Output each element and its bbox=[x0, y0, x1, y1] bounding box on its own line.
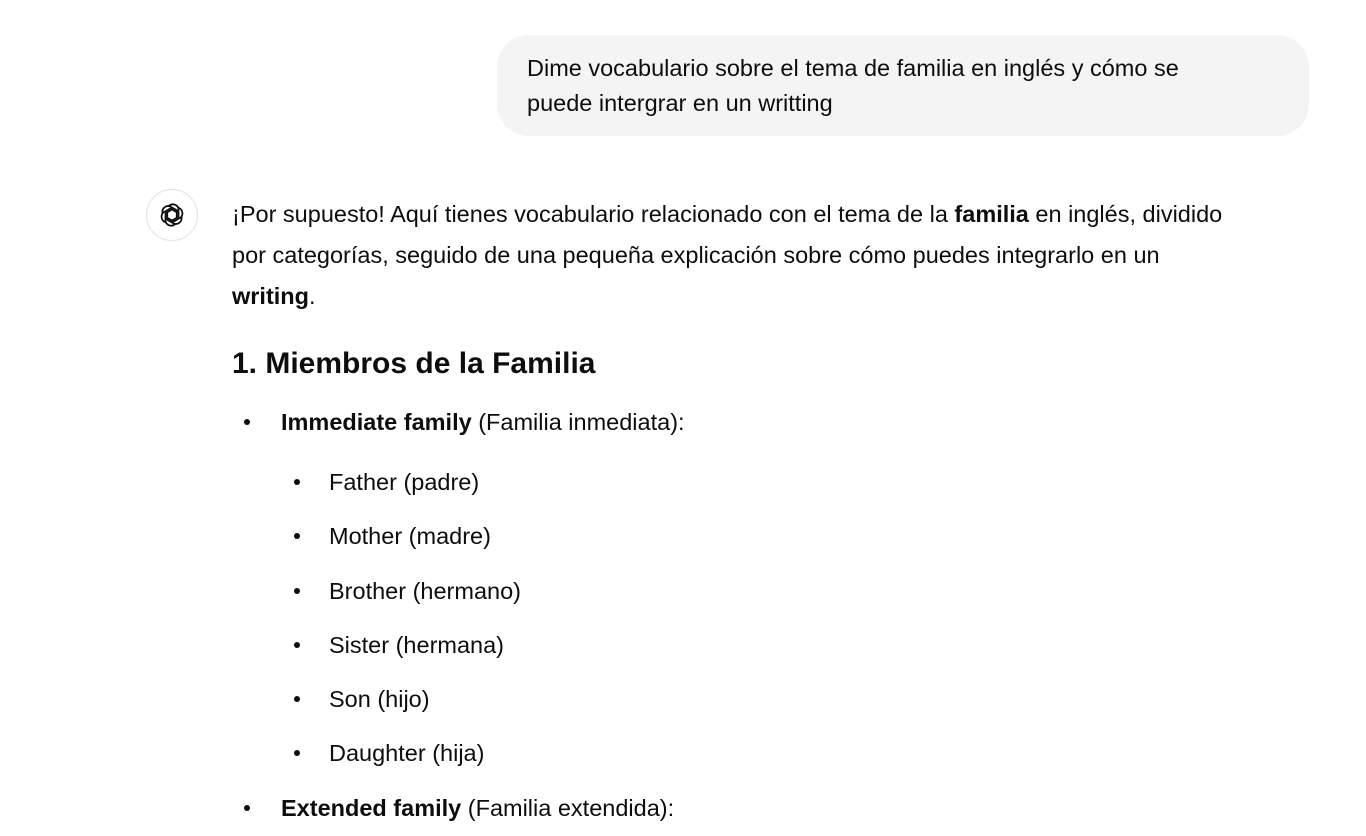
section-heading: 1. Miembros de la Familia bbox=[232, 347, 596, 380]
group-immediate-family bbox=[232, 405, 1232, 439]
intro-bold-familia: familia bbox=[954, 201, 1029, 227]
intro-line3-end: . bbox=[309, 283, 316, 309]
bullet-dot bbox=[244, 419, 250, 425]
list-item bbox=[280, 519, 491, 553]
list-item bbox=[280, 465, 479, 499]
bullet-dot bbox=[294, 533, 300, 539]
list-item-text: Daughter (hija) bbox=[329, 740, 485, 766]
intro-line1-a: ¡Por supuesto! Aquí tienes vocabulario relacionado con el tema de la bbox=[232, 201, 955, 227]
user-message-line-1: Dime vocabulario sobre el tema de familia en inglés y cómo se bbox=[527, 55, 1179, 81]
list-item bbox=[232, 791, 1232, 825]
group-title: Immediate family bbox=[281, 409, 472, 435]
list-item-text: Brother (hermano) bbox=[329, 578, 521, 604]
bullet-dot bbox=[294, 750, 300, 756]
list-item-text: Son (hijo) bbox=[329, 686, 430, 712]
chatgpt-logo-icon bbox=[157, 200, 187, 230]
bullet-dot bbox=[294, 696, 300, 702]
list-item-text: Father (padre) bbox=[329, 469, 480, 495]
user-message-bubble bbox=[497, 35, 1309, 136]
list-item bbox=[280, 628, 504, 662]
intro-paragraph bbox=[232, 194, 1322, 317]
list-item bbox=[280, 736, 484, 770]
group-title: Extended family bbox=[281, 795, 462, 821]
group-subtitle: (Familia extendida): bbox=[461, 795, 675, 821]
group-subtitle: (Familia inmediata): bbox=[471, 409, 685, 435]
bullet-dot bbox=[244, 805, 250, 811]
list-item-text: Sister (hermana) bbox=[329, 632, 504, 658]
list-item bbox=[232, 405, 1232, 439]
intro-line1-b: en inglés, dividido bbox=[1028, 201, 1223, 227]
user-message-line-2: puede intergrar en un writting bbox=[527, 90, 833, 116]
bullet-dot bbox=[294, 642, 300, 648]
list-item bbox=[280, 574, 521, 608]
assistant-avatar bbox=[146, 189, 198, 241]
group-extended-family bbox=[232, 791, 1232, 825]
bullet-dot bbox=[294, 479, 300, 485]
intro-bold-writing: writing bbox=[232, 283, 310, 309]
assistant-response bbox=[232, 194, 1322, 821]
bullet-dot bbox=[294, 588, 300, 594]
list-item bbox=[280, 682, 430, 716]
intro-line2: por categorías, seguido de una pequeña explicación sobre cómo puedes integrarlo en un bbox=[232, 242, 1160, 268]
list-item-text: Mother (madre) bbox=[329, 523, 491, 549]
